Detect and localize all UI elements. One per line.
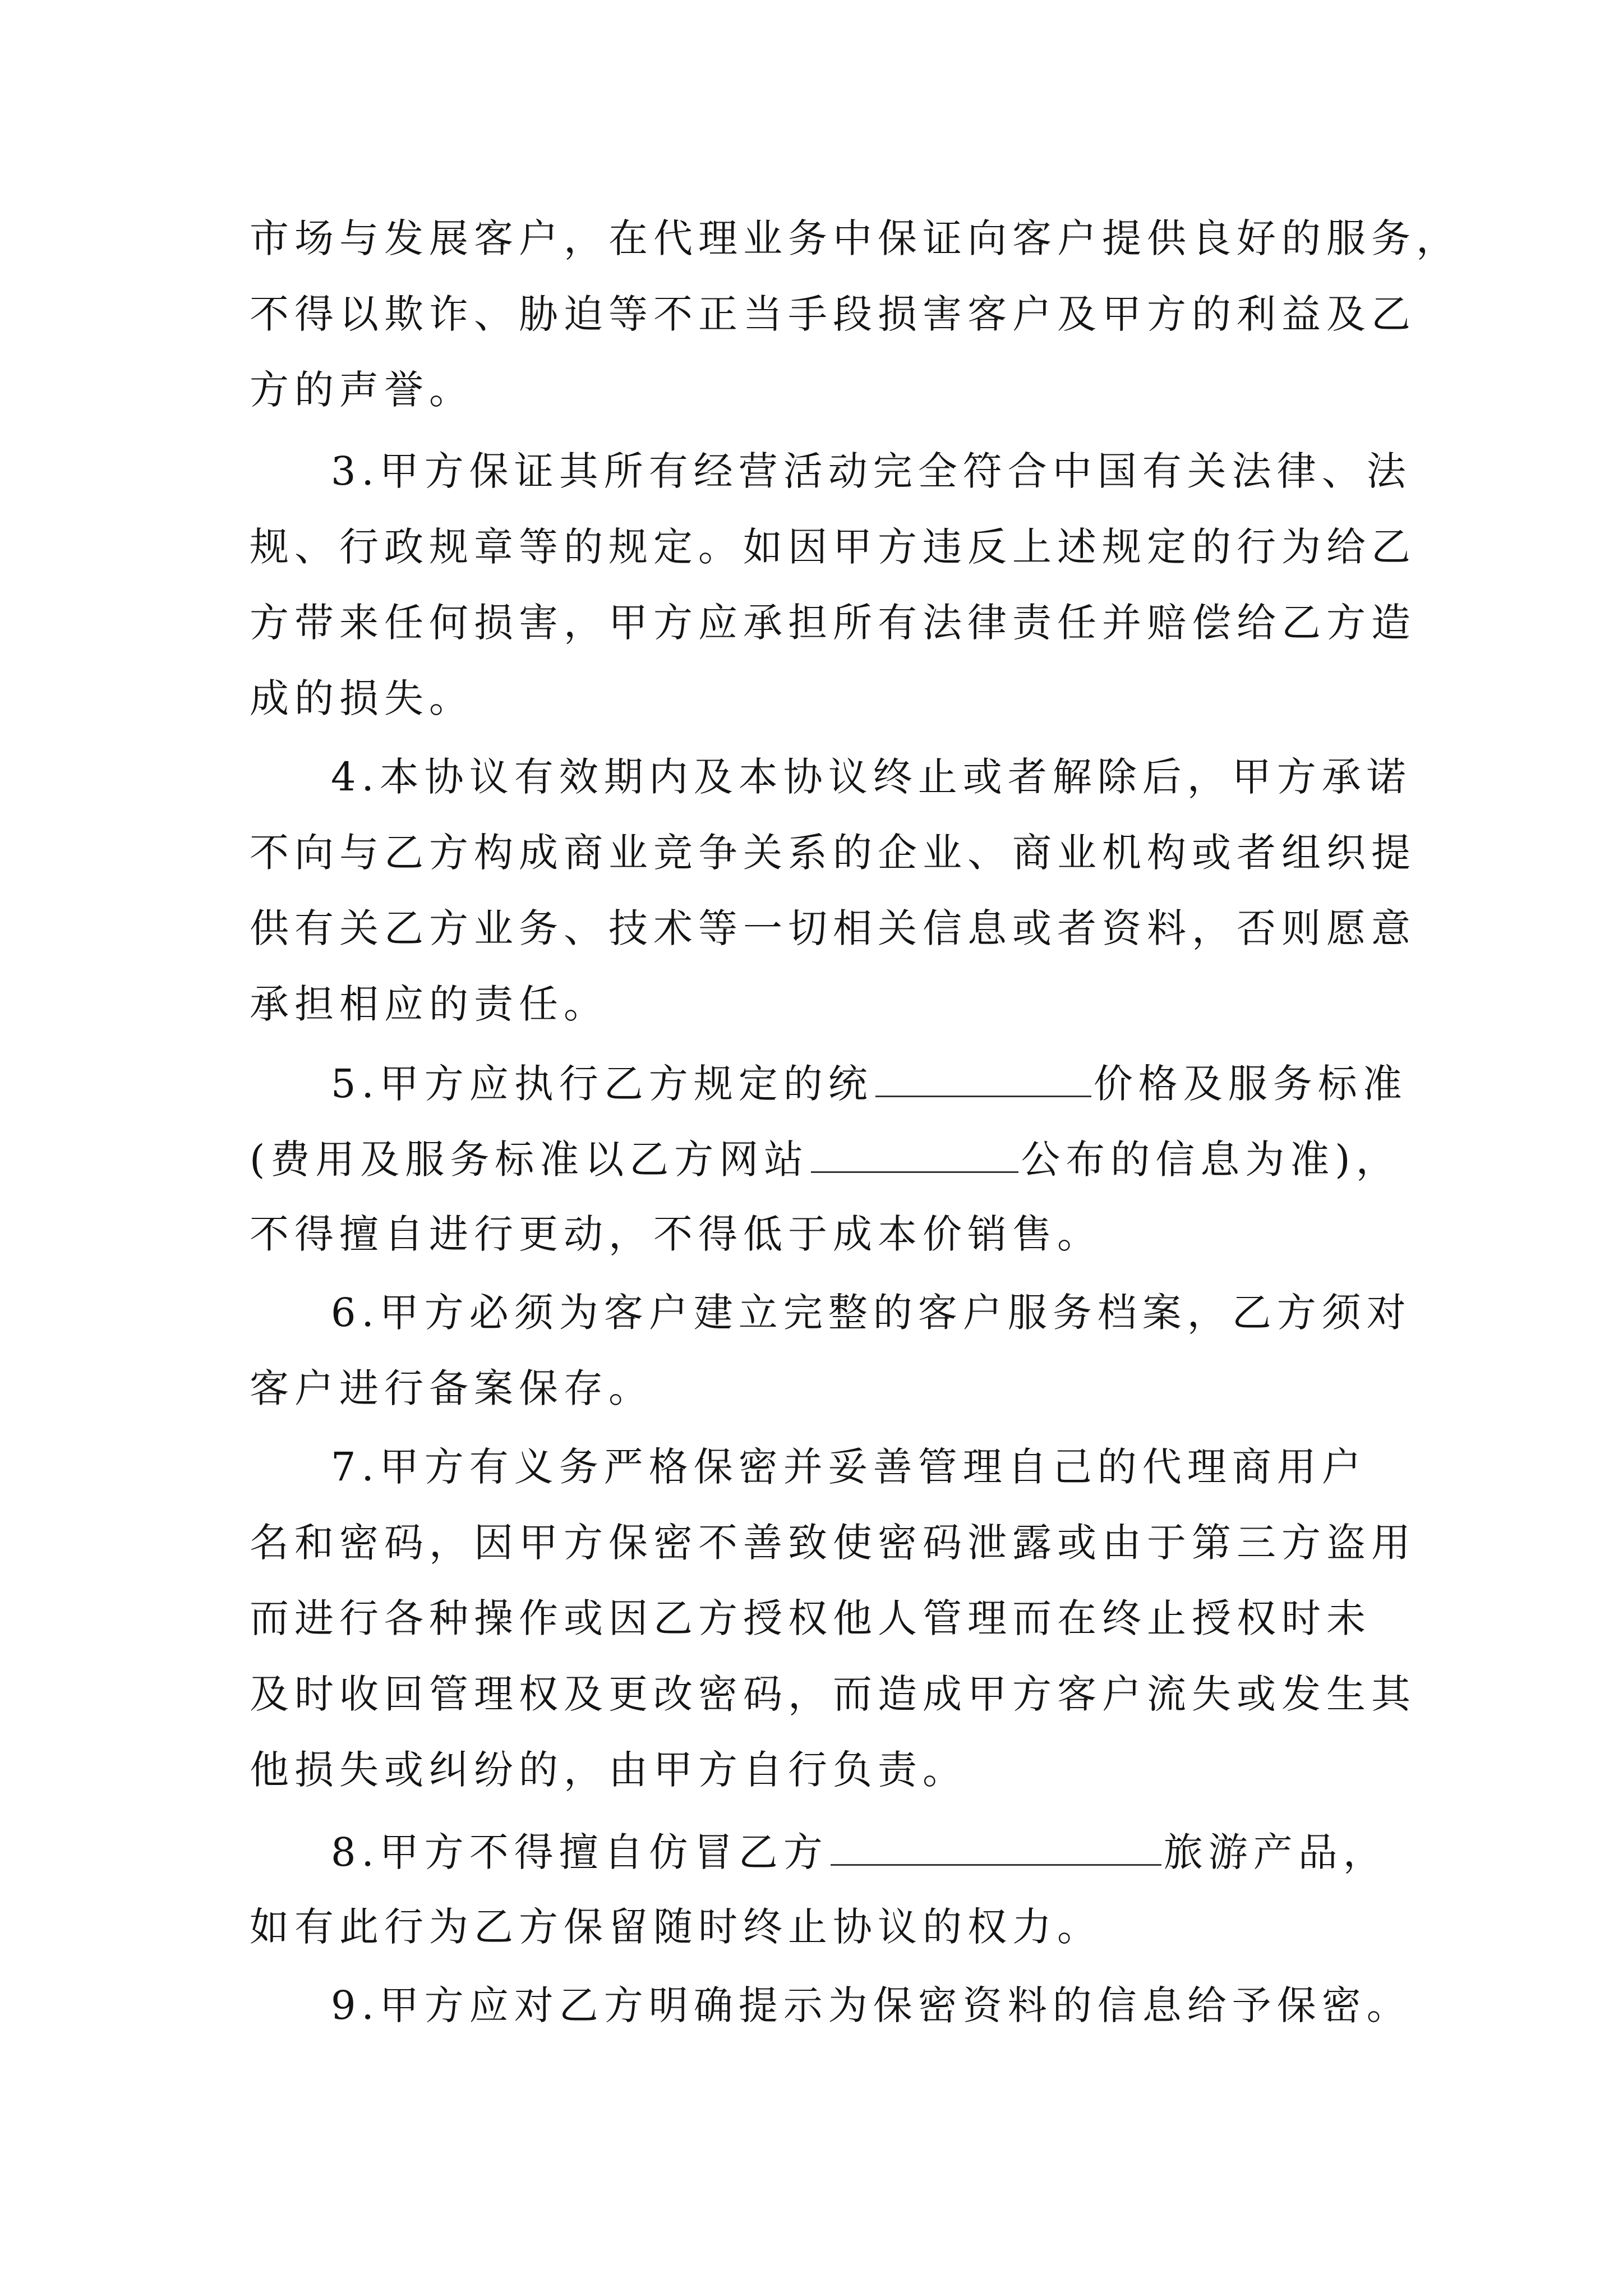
fill-in-blank [831,1832,1161,1866]
text-line: 他损失或纠纷的，由甲方自行负责。 [250,1747,967,1793]
text-line: 成的损失。 [250,675,474,721]
text-line: 供有关乙方业务、技术等一切相关信息或者资料，否则愿意 [250,905,1416,951]
text-line: 方带来任何损害，甲方应承担所有法律责任并赔偿给乙方造 [250,600,1416,646]
text-line: 客户进行备案保存。 [250,1365,653,1411]
text-line: 而进行各种操作或因乙方授权他人管理而在终止授权时未 [250,1595,1371,1641]
text-line: 承担相应的责任。 [250,981,608,1027]
clause-5-text: 公布的信息为准)， [1021,1137,1401,1182]
clause-5-line [331,1061,1408,1107]
text-line [250,1137,1401,1182]
clause-8-line [331,1829,1388,1875]
clause-8-text: 8.甲方不得擅自仿冒乙方 [331,1829,828,1875]
clause-8-text: 旅游产品， [1163,1829,1388,1875]
text-line: 不得擅自进行更动，不得低于成本价销售。 [250,1211,1102,1257]
text-line: 方的声誉。 [250,367,474,413]
clause-6-line: 6.甲方必须为客户建立完整的客户服务档案，乙方须对 [331,1290,1412,1336]
clause-7-line: 7.甲方有义务严格保密并妥善管理自己的代理商用户 [331,1444,1367,1490]
text-line: 市场与发展客户，在代理业务中保证向客户提供良好的服务， [250,215,1461,261]
clause-5-text: 价格及服务标准 [1093,1061,1408,1107]
clause-9-line: 9.甲方应对乙方明确提示为保密资料的信息给予保密。 [331,1982,1412,2028]
clause-3-line: 3.甲方保证其所有经营活动完全符合中国有关法律、法 [331,448,1412,494]
clause-5-text: (费用及服务标准以乙方网站 [250,1137,809,1182]
clause-4-line: 4.本协议有效期内及本协议终止或者解除后，甲方承诺 [331,754,1412,800]
text-line: 规、行政规章等的规定。如因甲方违反上述规定的行为给乙 [250,524,1416,570]
clause-5-text: 5.甲方应执行乙方规定的统 [331,1061,873,1107]
text-line: 及时收回管理权及更改密码，而造成甲方客户流失或发生其 [250,1671,1416,1717]
text-line: 名和密码，因甲方保密不善致使密码泄露或由于第三方盗用 [250,1520,1416,1566]
fill-in-blank [811,1139,1018,1173]
text-line: 不得以欺诈、胁迫等不正当手段损害客户及甲方的利益及乙 [250,291,1416,337]
fill-in-blank [875,1063,1091,1097]
text-line: 如有此行为乙方保留随时终止协议的权力。 [250,1904,1102,1950]
text-line: 不向与乙方构成商业竞争关系的企业、商业机构或者组织提 [250,830,1416,876]
